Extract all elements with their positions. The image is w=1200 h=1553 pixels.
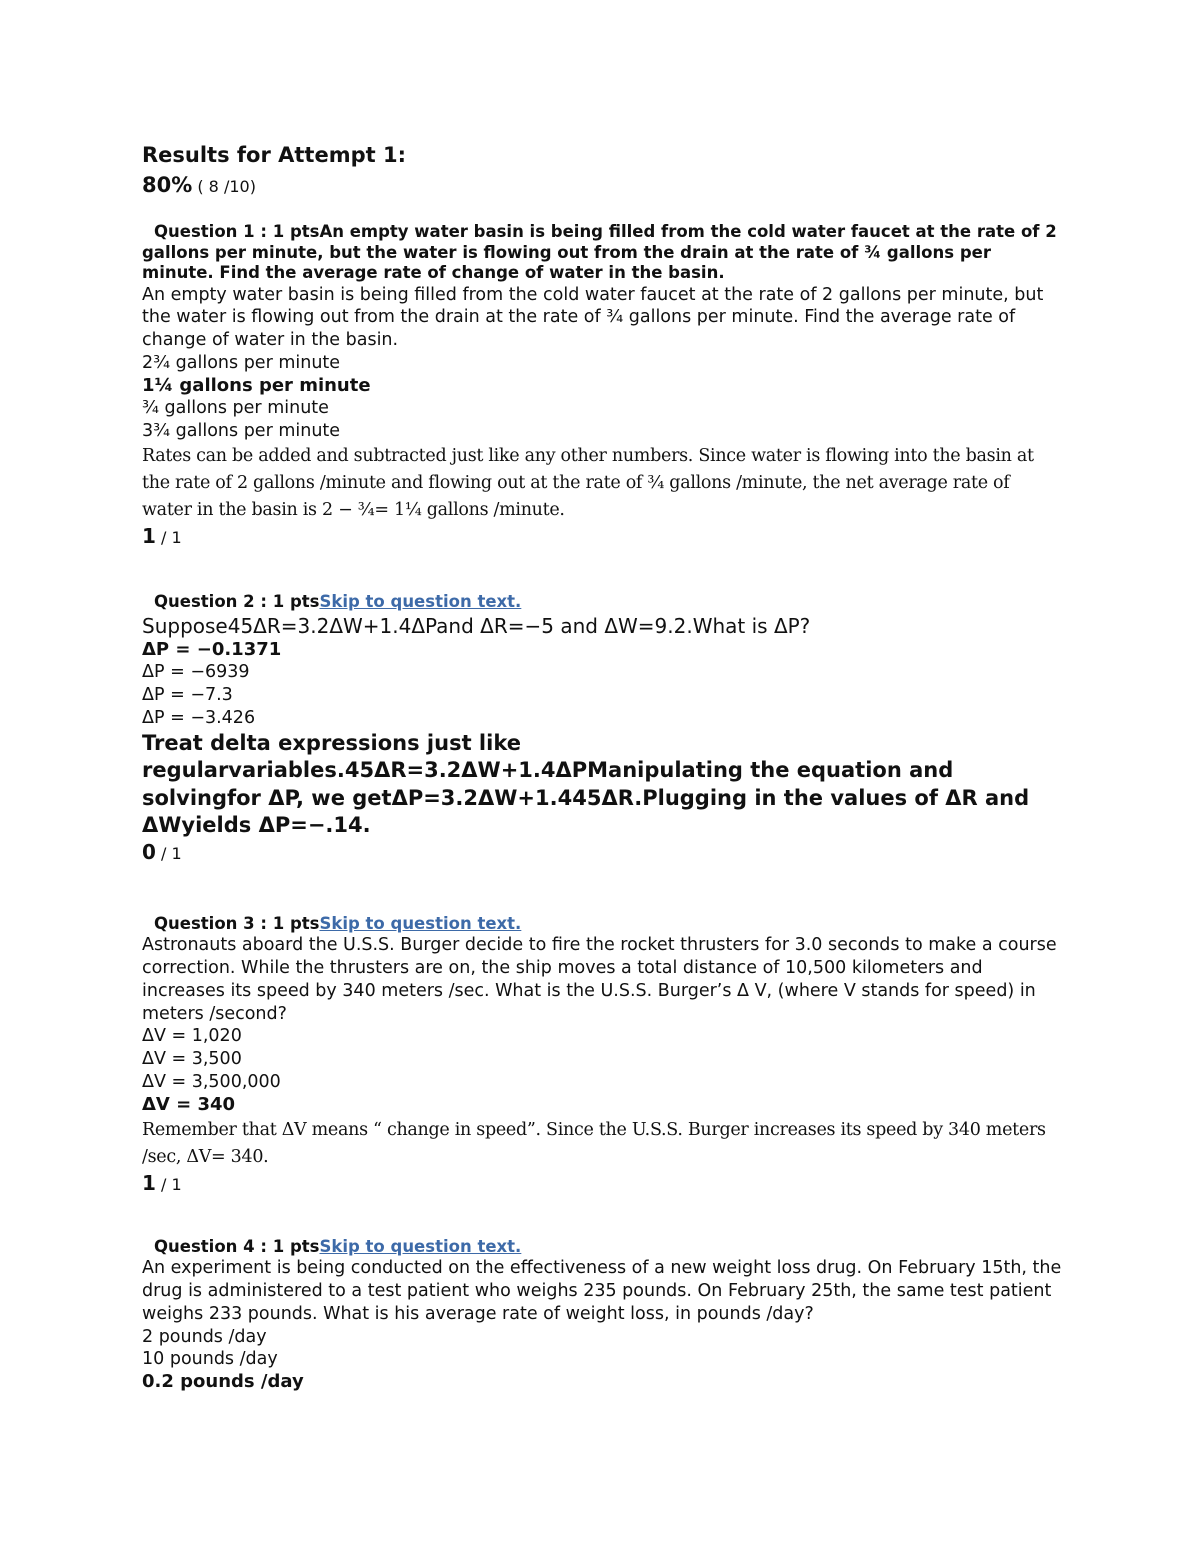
question-3-answer-d-correct: ΔV = 340: [142, 1093, 236, 1115]
question-1-answer-c: ¾ gallons per minute: [142, 398, 329, 419]
question-4: [142, 1237, 1062, 1394]
attempt-score: [142, 170, 1062, 202]
question-2-answer-c: ΔP = −7.3: [142, 685, 233, 706]
question-1-text: An empty water basin is being filled from the cold water faucet at the rate of 2 gallons per minute, but the water is flowing out from the drain at the rate of ¾ gallons per minute. Find the average rate of change of water in the basin.: [142, 284, 1044, 351]
question-4-label: Question 4 : 1 pts: [154, 1236, 320, 1256]
question-3-feedback: Remember that ΔV means “ change in speed”. Since the U.S.S. Burger increases its speed by 340 meters /sec, ΔV= 340.: [142, 1119, 1046, 1167]
question-4-header: [142, 1237, 1062, 1258]
question-3-answer-a: ΔV = 1,020: [142, 1026, 242, 1047]
question-4-answer-c-correct: 0.2 pounds /day: [142, 1371, 304, 1393]
question-3-text: Astronauts aboard the U.S.S. Burger decide to fire the rocket thrusters for 3.0 seconds to make a course correction. While the thrusters are on, the ship moves a total distance of 10,500 kilometers and increases its speed by 340 meters /sec. What is the U.S.S. Burger’s Δ V, (where V stands for speed) in meters /second?: [142, 935, 1057, 1024]
score-percent: 80%: [142, 173, 193, 197]
question-2-feedback: Treat delta expressions just like regularvariables.45ΔR=3.2ΔW+1.4ΔPManipulating the equation and solvingfor ΔP, we getΔP=3.2ΔW+1.445ΔR.Plugging in the values of ΔR and ΔWyields ΔP=−.14.: [142, 730, 1030, 838]
question-1: [142, 222, 1062, 550]
question-3-skip-link[interactable]: Skip to question text.: [319, 913, 522, 933]
question-3-earned: 1: [142, 1170, 156, 1195]
question-1-header: [142, 222, 1062, 284]
page-title: Results for Attempt 1:: [142, 143, 406, 167]
question-2-answer-d: ΔP = −3.426: [142, 707, 256, 728]
question-1-label: Question 1 : 1 pts: [154, 222, 320, 241]
results-content: [142, 140, 1062, 1394]
question-1-answer-b-correct: 1¼ gallons per minute: [142, 374, 371, 396]
question-2-answer-b: ΔP = −6939: [142, 662, 250, 683]
question-3-label: Question 3 : 1 pts: [154, 913, 320, 933]
question-2-skip-link[interactable]: Skip to question text.: [319, 592, 522, 612]
question-1-points: [142, 524, 1062, 550]
question-3-possible: / 1: [155, 1174, 182, 1194]
question-2: [142, 592, 1062, 866]
question-2-earned: 0: [142, 839, 156, 864]
question-1-earned: 1: [142, 524, 156, 549]
question-1-answer-a: 2¾ gallons per minute: [142, 352, 341, 373]
question-4-skip-link[interactable]: Skip to question text.: [319, 1236, 522, 1256]
question-1-possible: / 1: [155, 528, 182, 548]
question-2-answer-a-correct: ΔP = −0.1371: [142, 638, 282, 660]
question-3-points: [142, 1171, 1062, 1197]
question-2-points: [142, 840, 1062, 866]
question-3: [142, 914, 1062, 1197]
question-2-possible: / 1: [155, 843, 182, 863]
question-3-answer-c: ΔV = 3,500,000: [142, 1072, 281, 1093]
question-2-text: Suppose45ΔR=3.2ΔW+1.4ΔPand ΔR=−5 and ΔW=9.2.What is ΔP?: [142, 613, 811, 638]
question-1-inline-text: An empty water basin is being filled from the cold water faucet at the rate of 2 gallons per minute, but the water is flowing out from the drain at the rate of ¾ gallons per minute. Find the average rate of change of water in the basin.: [142, 222, 1057, 282]
question-1-answer-d: 3¾ gallons per minute: [142, 421, 341, 442]
question-4-answer-b: 10 pounds /day: [142, 1349, 278, 1370]
score-fraction: ( 8 /10): [192, 177, 256, 196]
question-3-header: [142, 914, 1062, 935]
question-3-answer-b: ΔV = 3,500: [142, 1049, 242, 1070]
question-2-header: [142, 592, 1062, 613]
question-1-feedback: Rates can be added and subtracted just like any other numbers. Since water is flowing into the basin at the rate of 2 gallons /minute and flowing out at the rate of ¾ gallons /minute, the net average rate of water in the basin is 2 − ¾= 1¼ gallons /minute.: [142, 446, 1034, 521]
question-2-label: Question 2 : 1 pts: [154, 592, 320, 612]
question-4-text: An experiment is being conducted on the effectiveness of a new weight loss drug. On February 15th, the drug is administered to a test patient who weighs 235 pounds. On February 25th, the same test patient weighs 233 pounds. What is his average rate of weight loss, in pounds /day?: [142, 1258, 1062, 1324]
question-4-answer-a: 2 pounds /day: [142, 1326, 267, 1347]
